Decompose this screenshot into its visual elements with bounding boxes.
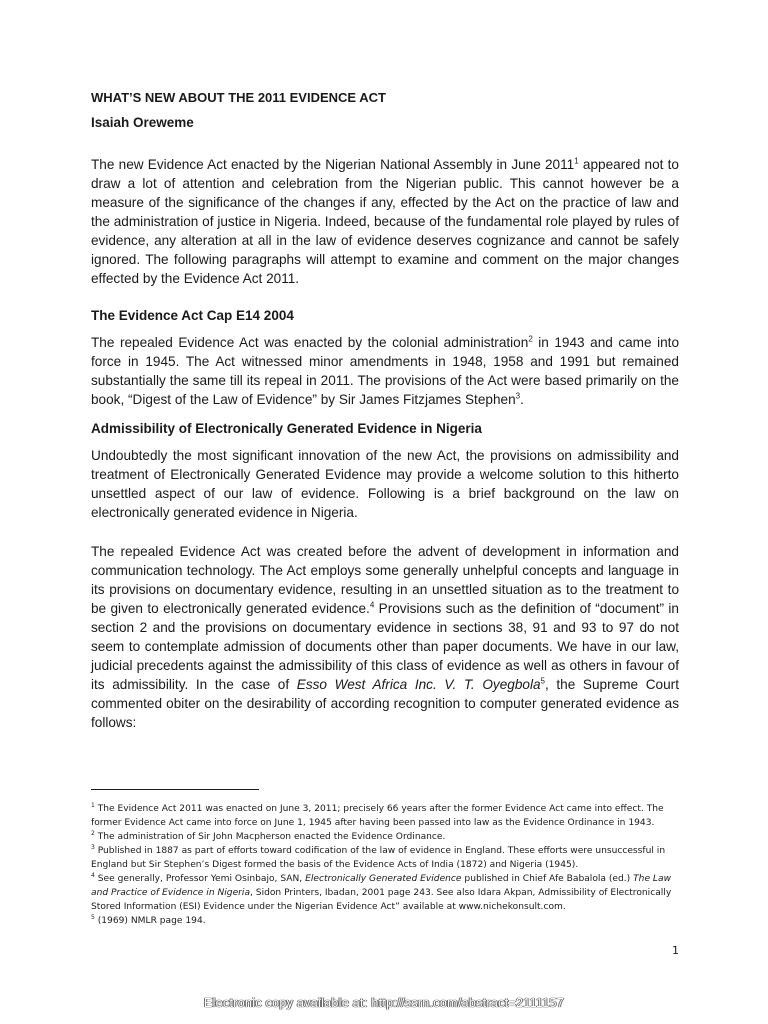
section-heading-electronic-evidence: Admissibility of Electronically Generated Evidence in Nigeria [91, 421, 482, 436]
main-content [91, 90, 679, 744]
case-citation: Esso West Africa Inc. V. T. Oyegbola [296, 677, 541, 692]
footnote-ref-4[interactable]: 4 [369, 600, 375, 610]
intro-text-2: appeared not to draw a lot of attention and celebration from the Nigerian public. This cannot however be a measure of the significance of the changes if any, effected by the Act on the practice of law and the administration of justice in Nigeria. Indeed, because of the fundamental role played by rules of evidence, any alteration at all in the law of evidence deserves cognizance and cannot be safely ignored. The following paragraphs will attempt to examine and comment on the major changes effected by the Evidence Act 2011. [91, 157, 679, 286]
footnote-divider [91, 789, 259, 790]
footnote-4-number: 4 [91, 871, 95, 879]
footnote-3-text: Published in 1887 as part of efforts toward codification of the law of evidence in England. These efforts were unsuccessful in England but Sir Stephen’s Digest formed the basis of the Evidence Acts of India (1872) and Nigeria (1945). [91, 846, 666, 870]
footnote-2-number: 2 [91, 829, 95, 837]
footnote-5-text: (1969) NMLR page 194. [94, 916, 206, 926]
footnote-ref-1[interactable]: 1 [574, 156, 579, 166]
author-name: Isaiah Oreweme [91, 115, 194, 130]
footnotes [91, 789, 681, 928]
section-heading-evidence-act: The Evidence Act Cap E14 2004 [91, 308, 294, 323]
footnote-4-book-title: Electronically Generated Evidence [305, 874, 462, 884]
intro-text-1: The new Evidence Act enacted by the Nigerian National Assembly in June 2011 [91, 157, 575, 172]
footnote-5 [91, 914, 681, 928]
page-number: 1 [672, 944, 679, 957]
footnote-4-text-c: published in Chief Afe Babalola (ed.) [461, 874, 634, 884]
footnote-1-number: 1 [91, 801, 95, 809]
footnote-1-text: The Evidence Act 2011 was enacted on June 3, 2011; precisely 66 years after the former Evidence Act came into effect. The former Evidence Act came into force on June 1, 1945 after having been passed into law as the Evidence Ordinance in 1943. [91, 804, 664, 828]
section1-text-3: . [520, 392, 524, 407]
footnote-1 [91, 802, 681, 830]
footnote-ref-2[interactable]: 2 [528, 334, 533, 344]
section2-paragraph-2 [91, 542, 679, 732]
footnote-2-text: The administration of Sir John Macpherson enacted the Evidence Ordinance. [94, 832, 446, 842]
footnote-2 [91, 830, 681, 844]
footnote-4-book-title-2: The Law and Practice of Evidence in Nigeria [91, 874, 672, 898]
footnote-5-number: 5 [91, 913, 95, 921]
section2-paragraph-1: Undoubtedly the most significant innovation of the new Act, the provisions on admissibility and treatment of Electronically Generated Evidence may provide a welcome solution to this hitherto unsettled aspect of our law of evidence. Following is a brief background on the law on electronically generated evidence in Nigeria. [91, 448, 679, 520]
section1-text-2: in 1943 and came into force in 1945. The Act witnessed minor amendments in 1948, 1958 and 1991 but remained substantially the same till its repeal in 2011. The provisions of the Act were based primarily on the book, “Digest of the Law of Evidence” by Sir James Fitzjames Stephen [91, 335, 679, 407]
section1-paragraph [91, 333, 679, 409]
section2-text-b: Provisions such as the definition of “document” in section 2 and the provisions on documentary evidence in sections 38, 91 and 93 to 97 do not seem to contemplate admission of documents other than paper documents. We have in our law, judicial precedents against the admissibility of this class of evidence as well as others in favour of its admissibility. In the case of [91, 601, 679, 692]
ssrn-watermark[interactable]: Electronic copy available at: http://ssrn.com/abstract=2111157 [203, 996, 565, 1010]
footnote-3-number: 3 [91, 843, 95, 851]
footnote-3 [91, 844, 681, 872]
footnote-4-text-e: , Sidon Printers, Ibadan, 2001 page 243. See also Idara Akpan, Admissibility of Electronically Stored Information (ESI) Evidence under the Nigerian Evidence Act” available at www.nichekonsult.com. [91, 888, 672, 912]
footnote-ref-5[interactable]: 5 [540, 676, 545, 686]
section1-text-1: The repealed Evidence Act was enacted by the colonial administration [91, 335, 529, 350]
footnote-4-text-a: See generally, Professor Yemi Osinbajo, SAN, [94, 874, 306, 884]
intro-paragraph [91, 155, 679, 288]
paper-title: WHAT’S NEW ABOUT THE 2011 EVIDENCE ACT [91, 90, 386, 105]
footnote-ref-3[interactable]: 3 [515, 391, 521, 401]
section2-text-a: The repealed Evidence Act was created before the advent of development in information and communication technology. The Act employs some generally unhelpful concepts and language in its provisions on documentary evidence, resulting in an unsettled situation as to the treatment to be given to electronically generated evidence. [91, 544, 679, 616]
section2-text-c: , the Supreme Court commented obiter on the desirability of according recognition to computer generated evidence as follows: [91, 677, 679, 730]
footnote-4 [91, 872, 681, 914]
